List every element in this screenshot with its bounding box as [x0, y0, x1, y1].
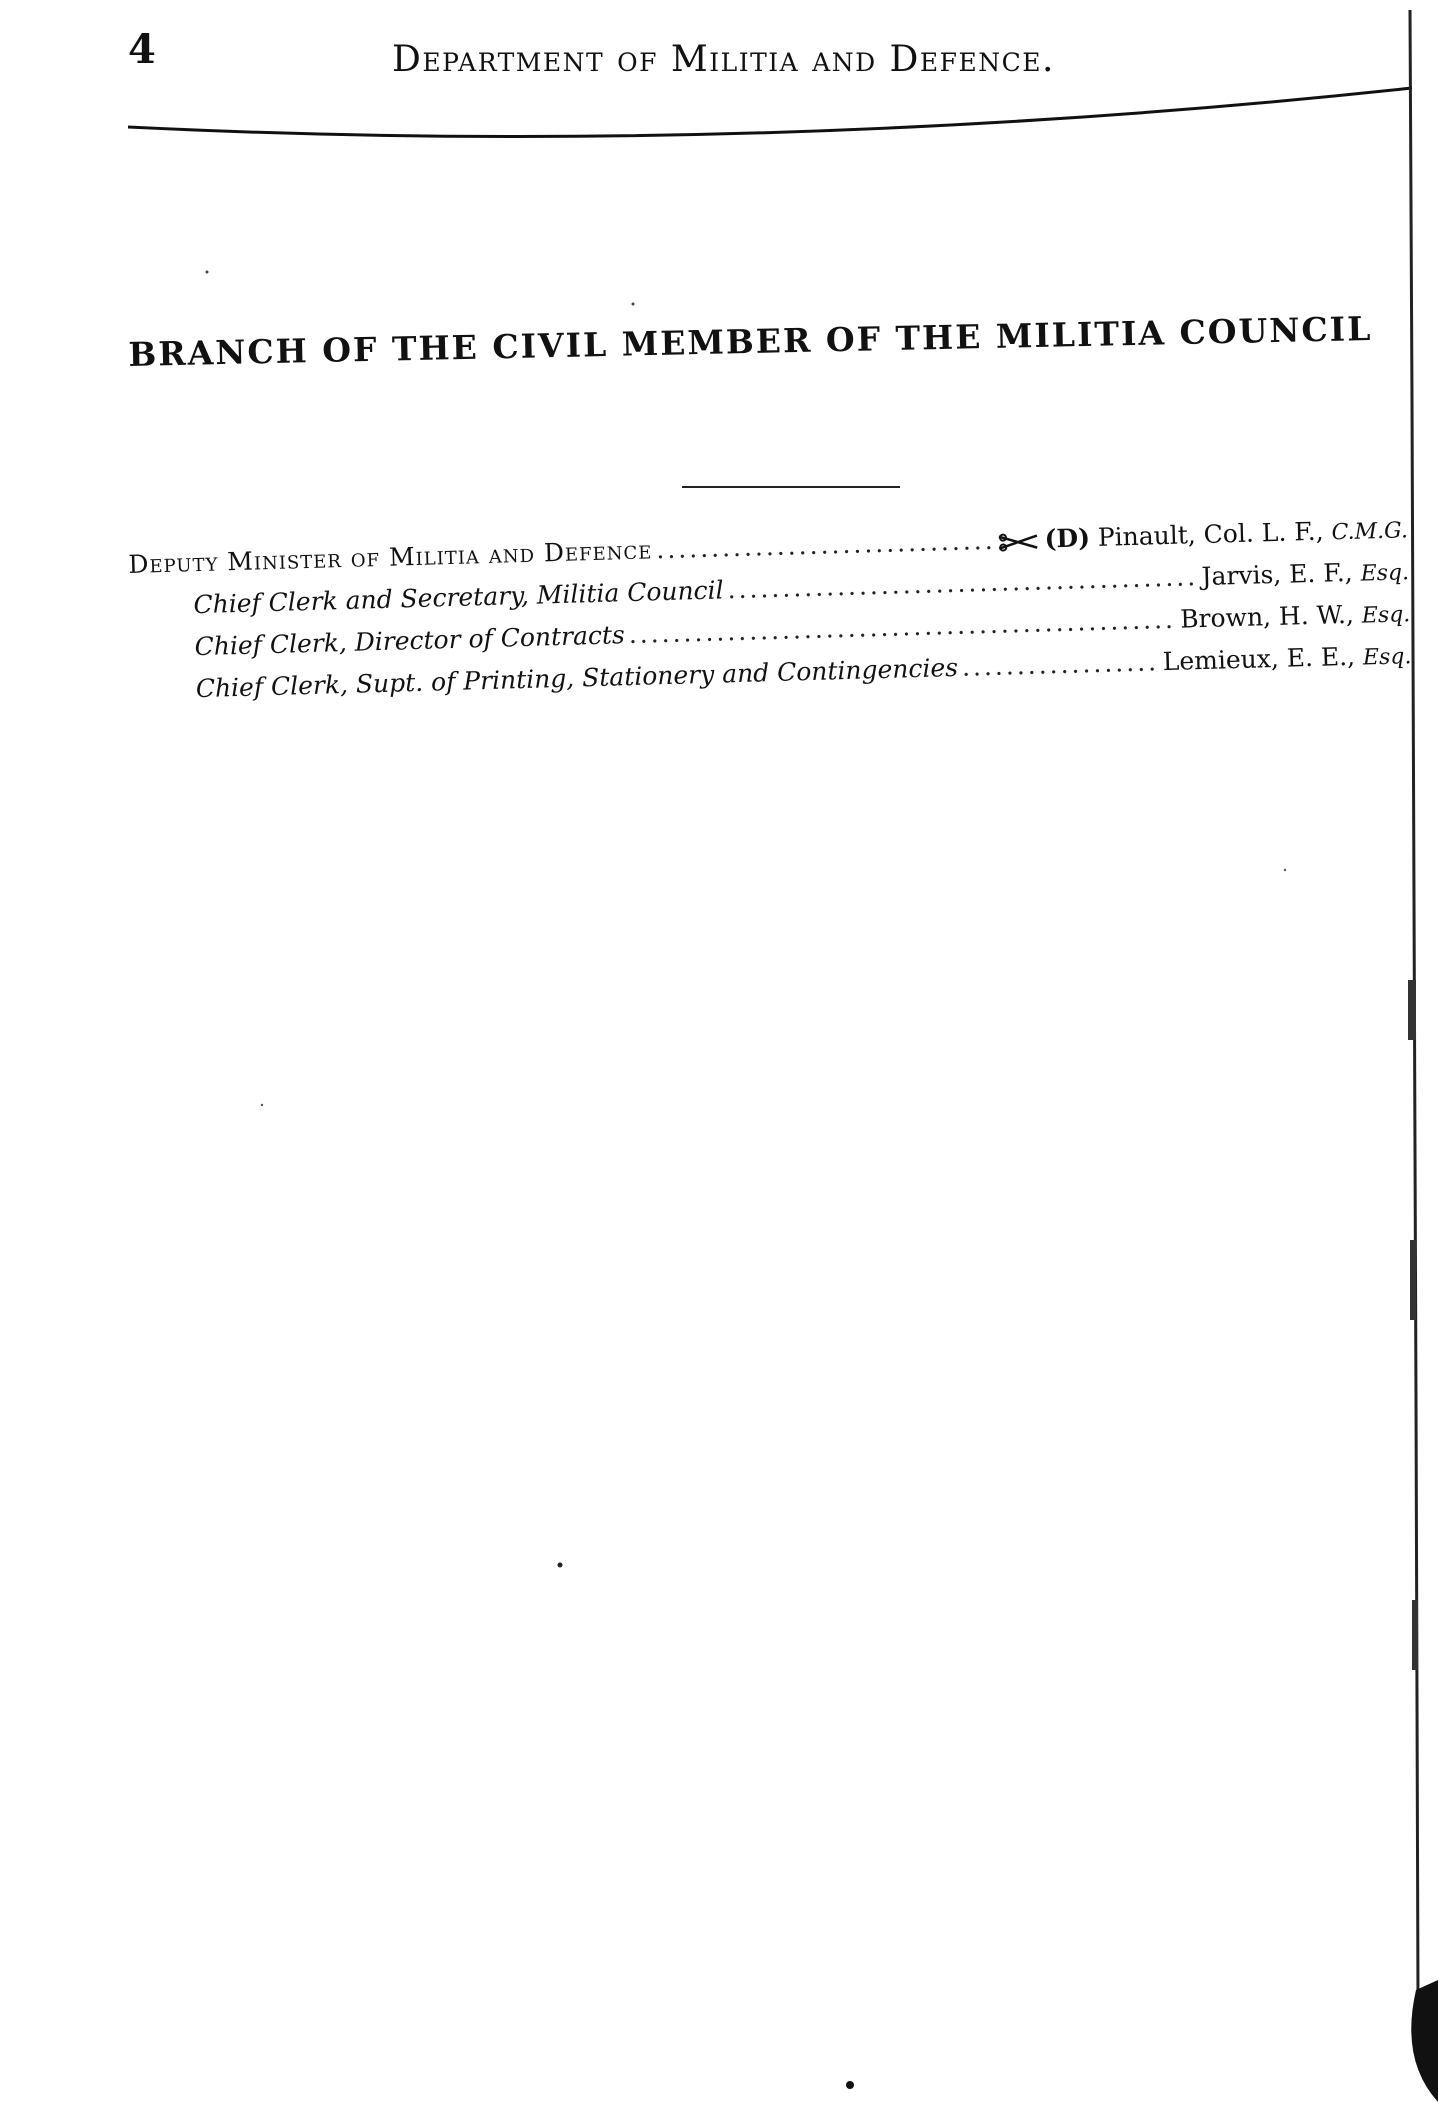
staff-list: [128, 516, 1412, 720]
designation-mark: (D): [1044, 523, 1091, 554]
staff-title: Chief Clerk, Supt. of Printing, Stationery and Contingencies: [195, 652, 959, 704]
page-number: 4: [128, 26, 156, 73]
dot-leader: [962, 649, 1159, 679]
header-rule: [0, 0, 1438, 200]
staff-suffix: Esq.: [1360, 560, 1410, 587]
staff-name: [1162, 642, 1411, 675]
dot-leader: [656, 528, 993, 562]
staff-suffix: Esq.: [1361, 602, 1411, 629]
staff-name: [1201, 558, 1409, 590]
section-divider: [682, 486, 900, 488]
staff-name: [1180, 600, 1411, 632]
crossed-swords-icon: [996, 531, 1041, 552]
staff-suffix: Esq.: [1362, 644, 1412, 671]
staff-title: Chief Clerk, Director of Contracts: [194, 620, 626, 662]
staff-name: [996, 516, 1408, 553]
staff-name-text: Lemieux, E. E.,: [1162, 641, 1356, 677]
staff-title: Chief Clerk and Secretary, Militia Council: [193, 575, 724, 620]
section-heading: BRANCH OF THE CIVIL MEMBER OF THE MILITIA COUNCIL: [127, 308, 1373, 374]
running-title: Department of Militia and Defence.: [392, 39, 1055, 80]
staff-title: Deputy Minister of Militia and Defence: [127, 535, 653, 579]
staff-name-text: Brown, H. W.,: [1179, 599, 1355, 634]
staff-name-text: Pinault, Col. L. F.,: [1097, 516, 1324, 552]
staff-name-text: Jarvis, E. F.,: [1201, 557, 1354, 592]
staff-suffix: C.M.G.: [1331, 518, 1409, 546]
